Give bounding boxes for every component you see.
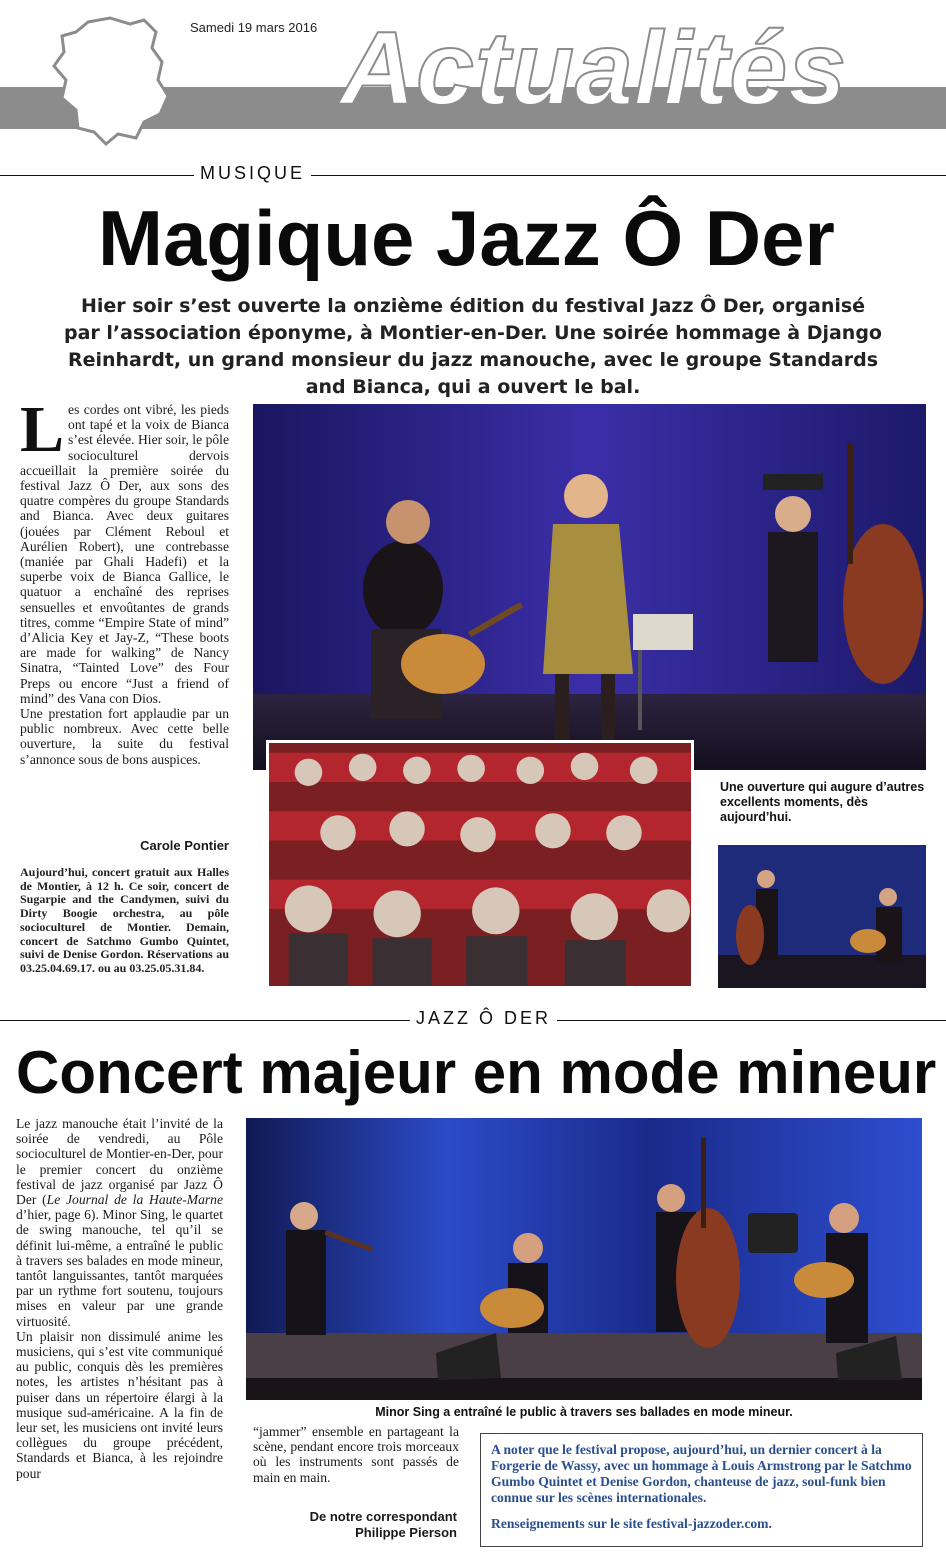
body-text-run: Le jazz manouche était l’invité de la soirée de vendredi, au Pôle socioculturel de Montier-en-Der, pour le premier concert du onzième festival de jazz organisé par Jazz Ô Der ( bbox=[16, 1116, 223, 1208]
section-title: Actualités bbox=[340, 11, 848, 127]
newspaper-title: Le Journal de la Haute-Marne bbox=[46, 1192, 223, 1208]
note-text: A noter que le festival propose, aujourd’hui, un dernier concert à la Forgerie de Wassy, avec un hommage à Louis Armstrong par le Satchmo Gumbo Quintet et Denise Gordon, chanteuse de jazz, soul-funk bien connue sur les scènes internationales. bbox=[491, 1442, 912, 1505]
byline-role: De notre correspondant bbox=[309, 1509, 457, 1524]
body-paragraph: Une prestation fort applaudie par un public nombreux. Avec cette belle ouverture, la suite du festival s’annonce sous de bons auspices. bbox=[20, 706, 229, 767]
small-stage-photo bbox=[718, 845, 926, 988]
department-map-logo bbox=[40, 10, 190, 150]
article-standfirst: Hier soir s’est ouverte la onzième édition du festival Jazz Ô Der, organisé par l’association éponyme, à Montier-en-Der. Une soirée hommage à Django Reinhardt, un grand monsieur du jazz manouche, avec le groupe Standards and Bianca, qui a ouvert le bal. bbox=[63, 295, 882, 398]
festival-note-box bbox=[480, 1433, 923, 1547]
audience-photo bbox=[266, 740, 694, 989]
website-reference: Renseignements sur le site festival-jazzoder.com. bbox=[491, 1516, 772, 1531]
practical-info: Aujourd’hui, concert gratuit aux Halles de Montier, à 12 h. Ce soir, concert de Sugarpie and the Candymen, suivi du Dirty Boogie orchestra, au pôle socioculturel de Montier. Demain, concert de Satchmo Gumbo Quintet, suivi de Denise Gordon. Réservations au 03.25.04.69.17. ou au 03.25.05.31.84. bbox=[20, 865, 229, 975]
minor-sing-photo bbox=[246, 1118, 922, 1400]
article-headline: Concert majeur en mode mineur bbox=[16, 1039, 937, 1106]
article-body-continued: “jammer” ensemble en partageant la scène, pendant encore trois morceaux où les instruments sont passés de main en main. bbox=[253, 1424, 459, 1485]
rubric-musique: MUSIQUE bbox=[194, 163, 311, 184]
rubric-jazz-o-der: JAZZ Ô DER bbox=[410, 1008, 557, 1029]
article-headline: Magique Jazz Ô Der bbox=[98, 194, 835, 282]
author-byline bbox=[253, 1509, 457, 1541]
drop-cap: L bbox=[20, 393, 65, 466]
byline-name: Philippe Pierson bbox=[355, 1525, 457, 1540]
body-paragraph: Un plaisir non dissimulé anime les musiciens, qui s’est vite communiqué au public, conquis dès les premières notes, les artistes n’hésitant pas à puiser dans un répertoire élargi à la musique sud-américaine. A la fin de leur set, les musiciens ont invité leurs collègues du groupe précédent, Standards et Bianca, à les rejoindre pour bbox=[16, 1328, 223, 1481]
author-byline: Carole Pontier bbox=[140, 838, 229, 853]
photo-caption: Une ouverture qui augure d’autres excellents moments, dès aujourd’hui. bbox=[720, 780, 925, 824]
issue-date: Samedi 19 mars 2016 bbox=[190, 20, 318, 35]
photo-caption: Minor Sing a entraîné le public à travers ses ballades en mode mineur. bbox=[375, 1405, 793, 1419]
article-body bbox=[20, 393, 229, 767]
concert-stage-photo bbox=[253, 404, 926, 770]
rubric-rule bbox=[0, 175, 946, 176]
body-paragraph: es cordes ont vibré, les pieds ont tapé et la voix de Bianca s’est élevée. Hier soir, le pôle socioculturel dervois accueillait la première soirée du festival Jazz Ô Der, aux sons des quatre compères du groupe Standards and Bianca. Avec deux guitares (jouées par Clément Reboul et Aurélien Robert), une contrebasse (maniée par Ghali Hadefi) et la superbe voix de Bianca Gallice, le quatuor a enchaîné des reprises sensuelles et envoûtantes de grands titres, comme “Empire State of mind” d’Alicia Key et Jay-Z, “These boots are made for walking” de Nancy Sinatra, “Tainted Love” des Four Preps ou encore “Just a friend of mind” des Vana con Dios. bbox=[20, 402, 229, 706]
body-text-run: d’hier, page 6). Minor Sing, le quartet de swing manouche, tel qu’il se définit lui-même, a entraîné le public à travers ses balades en mode mineur, tantôt languissantes, tantôt marquées par un rythme fort soutenu, toujours mises en valeur par une grande virtuosité. bbox=[16, 1207, 223, 1329]
article-body bbox=[16, 1116, 223, 1481]
